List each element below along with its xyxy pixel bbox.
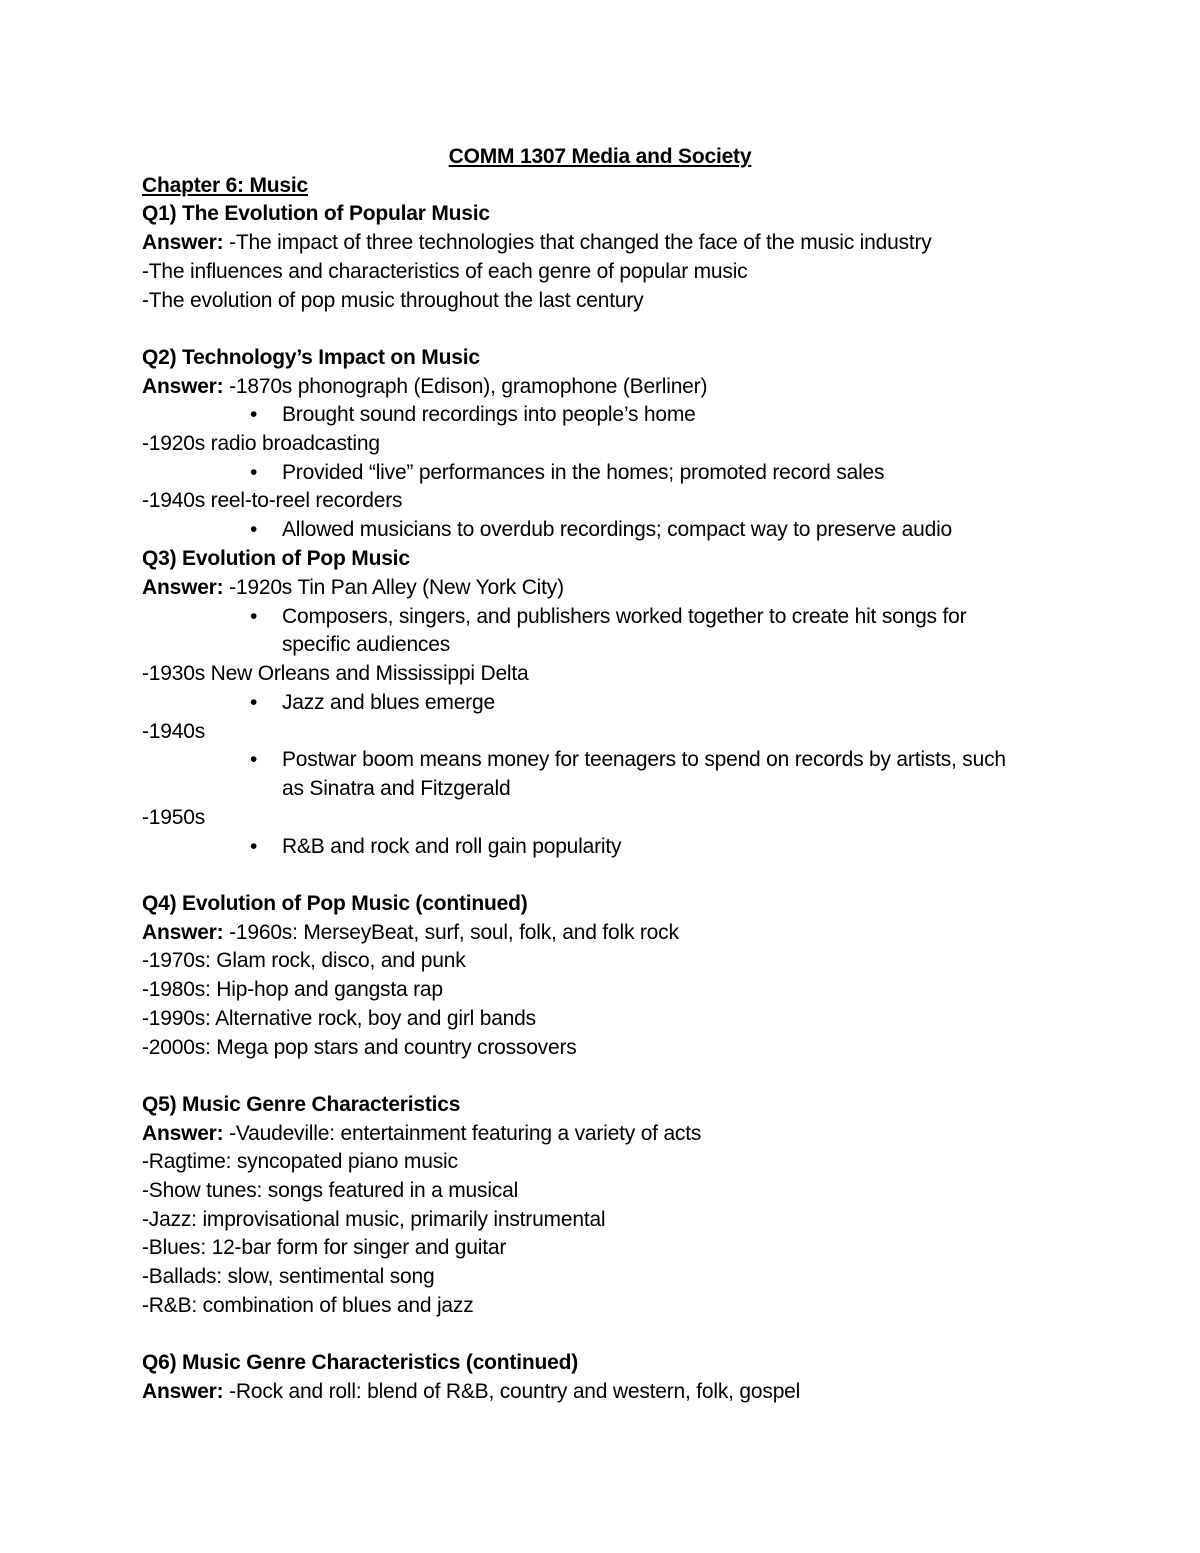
bullet-icon: • — [250, 605, 258, 628]
q3-answer — [142, 574, 564, 602]
q5-heading: Q5) Music Genre Characteristics — [142, 1093, 461, 1116]
q3-line: -1940s — [142, 720, 206, 743]
q3-bullet-continuation: specific audiences — [282, 633, 450, 656]
answer-label: Answer: — [142, 231, 224, 254]
q3-line: -1950s — [142, 806, 206, 829]
q2-answer — [142, 373, 707, 401]
q2-line: -1940s reel-to-reel recorders — [142, 489, 403, 512]
q3-bullet-continuation: as Sinatra and Fitzgerald — [282, 777, 511, 800]
q1-answer — [142, 229, 932, 257]
bullet-text: Provided “live” performances in the homes; promoted record sales — [282, 461, 885, 484]
q3-bullet — [250, 603, 966, 631]
q5-line: -Blues: 12-bar form for singer and guitar — [142, 1236, 507, 1259]
q4-line: -1990s: Alternative rock, boy and girl bands — [142, 1007, 536, 1030]
q4-answer-text: -1960s: MerseyBeat, surf, soul, folk, and folk rock — [223, 921, 679, 944]
bullet-icon: • — [250, 461, 258, 484]
q3-answer-text: -1920s Tin Pan Alley (New York City) — [223, 576, 564, 599]
q1-line: -The influences and characteristics of each genre of popular music — [142, 260, 748, 283]
q4-line: -1980s: Hip-hop and gangsta rap — [142, 978, 443, 1001]
bullet-icon: • — [250, 748, 258, 771]
q5-answer-text: -Vaudeville: entertainment featuring a variety of acts — [223, 1122, 702, 1145]
q5-answer — [142, 1120, 701, 1148]
q5-line: -Ballads: slow, sentimental song — [142, 1265, 435, 1288]
q2-bullet — [250, 401, 696, 429]
q3-bullet — [250, 689, 495, 717]
q1-answer-text: -The impact of three technologies that changed the face of the music industry — [223, 231, 932, 254]
answer-label: Answer: — [142, 1122, 224, 1145]
bullet-text: Jazz and blues emerge — [282, 691, 495, 714]
bullet-text: Brought sound recordings into people’s home — [282, 403, 696, 426]
bullet-text: R&B and rock and roll gain popularity — [282, 835, 622, 858]
chapter-heading: Chapter 6: Music — [142, 174, 308, 197]
q2-bullet — [250, 516, 952, 544]
q2-bullet — [250, 459, 884, 487]
q3-heading: Q3) Evolution of Pop Music — [142, 547, 410, 570]
q6-answer — [142, 1378, 800, 1406]
q4-answer — [142, 919, 679, 947]
bullet-text: Postwar boom means money for teenagers to spend on records by artists, such — [282, 748, 1006, 771]
q5-line: -R&B: combination of blues and jazz — [142, 1294, 474, 1317]
bullet-icon: • — [250, 691, 258, 714]
bullet-icon: • — [250, 518, 258, 541]
q5-line: -Jazz: improvisational music, primarily instrumental — [142, 1208, 606, 1231]
q1-heading: Q1) The Evolution of Popular Music — [142, 202, 490, 225]
q3-bullet — [250, 833, 621, 861]
answer-label: Answer: — [142, 1380, 224, 1403]
q2-line: -1920s radio broadcasting — [142, 432, 380, 455]
q2-heading: Q2) Technology’s Impact on Music — [142, 346, 480, 369]
bullet-text: Allowed musicians to overdub recordings; compact way to preserve audio — [282, 518, 953, 541]
q6-heading: Q6) Music Genre Characteristics (continued) — [142, 1351, 579, 1374]
q3-line: -1930s New Orleans and Mississippi Delta — [142, 662, 529, 685]
q4-line: -2000s: Mega pop stars and country crossovers — [142, 1036, 577, 1059]
q5-line: -Ragtime: syncopated piano music — [142, 1150, 458, 1173]
bullet-text: Composers, singers, and publishers worked together to create hit songs for — [282, 605, 967, 628]
document-title: COMM 1307 Media and Society — [448, 145, 752, 168]
answer-label: Answer: — [142, 576, 224, 599]
q6-answer-text: -Rock and roll: blend of R&B, country and western, folk, gospel — [223, 1380, 801, 1403]
answer-label: Answer: — [142, 921, 224, 944]
q5-line: -Show tunes: songs featured in a musical — [142, 1179, 519, 1202]
answer-label: Answer: — [142, 375, 224, 398]
bullet-icon: • — [250, 403, 258, 426]
bullet-icon: • — [250, 835, 258, 858]
q2-answer-text: -1870s phonograph (Edison), gramophone (Berliner) — [223, 375, 708, 398]
q4-heading: Q4) Evolution of Pop Music (continued) — [142, 892, 528, 915]
q3-bullet — [250, 746, 1006, 774]
q1-line: -The evolution of pop music throughout the last century — [142, 289, 644, 312]
q4-line: -1970s: Glam rock, disco, and punk — [142, 949, 466, 972]
